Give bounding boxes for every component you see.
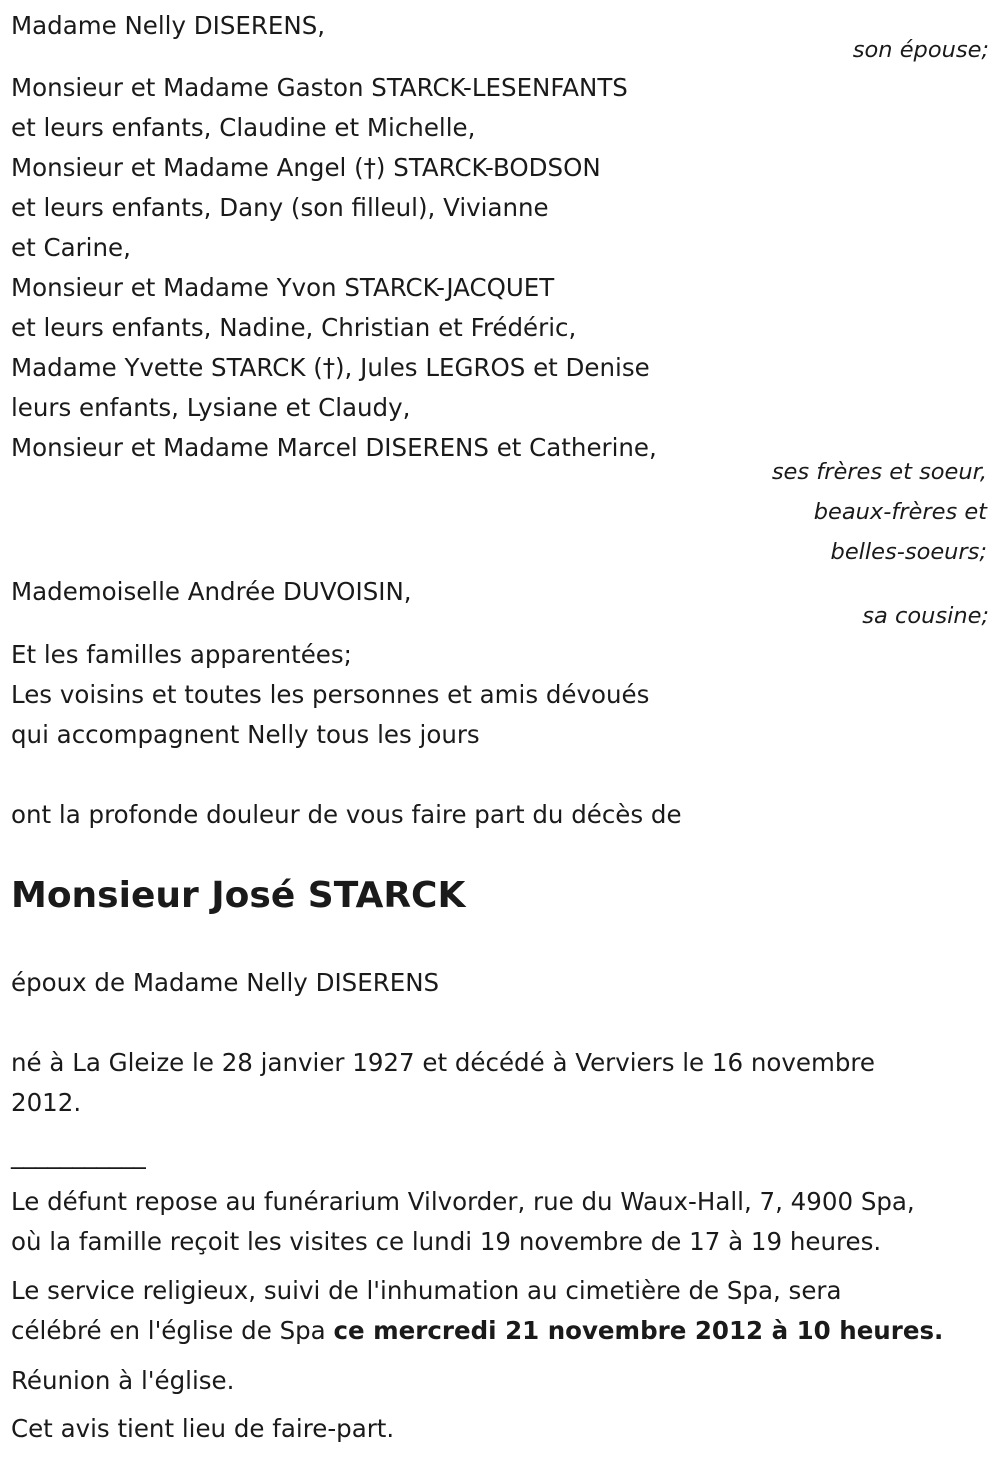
repose-line: où la famille reçoit les visites ce lundi 19 novembre de 17 à 19 heures. — [11, 1227, 882, 1256]
others-line: qui accompagnent Nelly tous les jours — [11, 720, 480, 749]
service-date-emphasis: ce mercredi 21 novembre 2012 à 10 heures. — [333, 1316, 944, 1345]
service-line — [11, 1311, 943, 1351]
service-info — [11, 1271, 943, 1351]
deceased-name: Monsieur José STARCK — [11, 875, 466, 916]
service-line: Le service religieux, suivi de l'inhumation au cimetière de Spa, sera — [11, 1276, 842, 1305]
sibling-line: Monsieur et Madame Gaston STARCK-LESENFANTS — [11, 73, 628, 102]
birth-death-text — [11, 1043, 875, 1123]
sibling-line: et leurs enfants, Nadine, Christian et Frédéric, — [11, 313, 577, 342]
notice-text: Cet avis tient lieu de faire-part. — [11, 1414, 395, 1443]
sibling-line: Monsieur et Madame Yvon STARCK-JACQUET — [11, 273, 555, 302]
cousin-name: Mademoiselle Andrée DUVOISIN, — [11, 577, 412, 606]
service-line-text: célébré en l'église de Spa — [11, 1316, 334, 1345]
repose-line: Le défunt repose au funérarium Vilvorder, rue du Waux-Hall, 7, 4900 Spa, — [11, 1187, 915, 1216]
spouse-relation: son épouse; — [852, 37, 989, 63]
others-line: Et les familles apparentées; — [11, 640, 352, 669]
relation-line: beaux-frères et — [813, 499, 987, 525]
sibling-line: Monsieur et Madame Angel (†) STARCK-BODSON — [11, 153, 601, 182]
sibling-line: et leurs enfants, Dany (son filleul), Vivianne — [11, 193, 549, 222]
others-list — [11, 635, 649, 755]
announcement-text: ont la profonde douleur de vous faire part du décès de — [11, 800, 682, 829]
sibling-line: leurs enfants, Lysiane et Claudy, — [11, 393, 411, 422]
birth-death-line: né à La Gleize le 28 janvier 1927 et décédé à Verviers le 16 novembre — [11, 1048, 875, 1077]
separator-line: ___________ — [11, 1140, 146, 1169]
sibling-line: et leurs enfants, Claudine et Michelle, — [11, 113, 476, 142]
birth-death-line: 2012. — [11, 1088, 82, 1117]
meeting-text: Réunion à l'église. — [11, 1366, 235, 1395]
sibling-line: Madame Yvette STARCK (†), Jules LEGROS et Denise — [11, 353, 650, 382]
relation-line: belles-soeurs; — [830, 539, 987, 565]
repose-info — [11, 1182, 915, 1262]
others-line: Les voisins et toutes les personnes et amis dévoués — [11, 680, 650, 709]
spouse-name: Madame Nelly DISERENS, — [11, 11, 326, 40]
siblings-relation — [11, 452, 989, 572]
sibling-line: Monsieur et Madame Marcel DISERENS et Catherine, — [11, 433, 657, 462]
spouse-of-text: époux de Madame Nelly DISERENS — [11, 968, 440, 997]
sibling-line: et Carine, — [11, 233, 131, 262]
cousin-relation: sa cousine; — [862, 603, 989, 629]
siblings-list — [11, 68, 657, 468]
relation-line: ses frères et soeur, — [771, 459, 987, 485]
